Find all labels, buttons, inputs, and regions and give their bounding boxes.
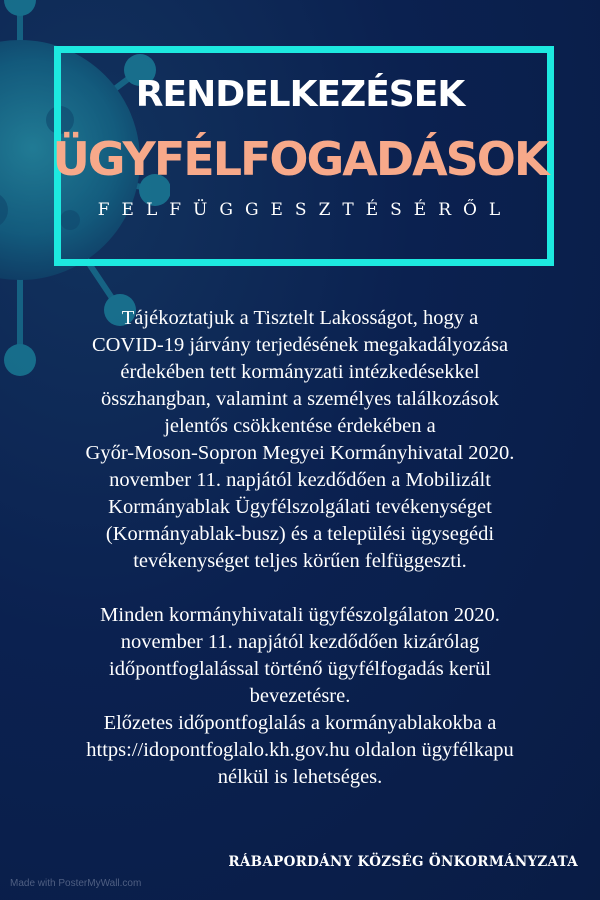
signature: RÁBAPORDÁNY KÖZSÉG ÖNKORMÁNYZATA — [228, 854, 578, 870]
body-line: Tájékoztatjuk a Tisztelt Lakosságot, hogy a — [121, 307, 479, 329]
body-line: november 11. napjától kezdődően kizárólag — [120, 631, 480, 653]
body-line: jelentős csökkentése érdekében a — [164, 415, 436, 437]
paragraph-gap — [20, 575, 580, 602]
title-line-2: ÜGYFÉLFOGADÁSOK — [52, 132, 548, 186]
body-line: COVID-19 járvány terjedésének megakadályozása — [91, 334, 509, 356]
body-line: nélkül is lehetséges. — [217, 766, 383, 788]
body-line: Minden kormányhivatali ügyfészolgálaton 2020. — [100, 604, 500, 626]
watermark: Made with PosterMyWall.com — [10, 878, 142, 889]
title-line-1: RENDELKEZÉSEK — [135, 74, 465, 115]
body-line: Győr-Moson-Sopron Megyei Kormányhivatal 2020. — [85, 442, 515, 464]
announcement-body — [20, 305, 580, 791]
body-line: Előzetes időpontfoglalás a kormányablakokba a — [103, 712, 497, 734]
title-line-3: FELFÜGGESZTÉSÉRŐL — [97, 200, 513, 220]
body-line: bevezetésre. — [249, 685, 351, 707]
body-line: érdekében tett kormányzati intézkedésekkel — [120, 361, 480, 383]
body-line: (Kormányablak-busz) és a települési ügysegédi — [105, 523, 495, 545]
body-line: tevékenységet teljes körűen felfüggeszti. — [133, 550, 467, 572]
body-line: időpontfoglalással történő ügyfélfogadás kerül — [109, 658, 491, 680]
body-line-url: https://idopontfoglalo.kh.gov.hu oldalon ügyfélkapu — [86, 739, 514, 761]
body-line: Kormányablak Ügyfélszolgálati tevékenységet — [108, 496, 492, 518]
body-line: összhangban, valamint a személyes találkozások — [101, 388, 499, 410]
body-line: november 11. napjától kezdődően a Mobilizált — [109, 469, 491, 491]
